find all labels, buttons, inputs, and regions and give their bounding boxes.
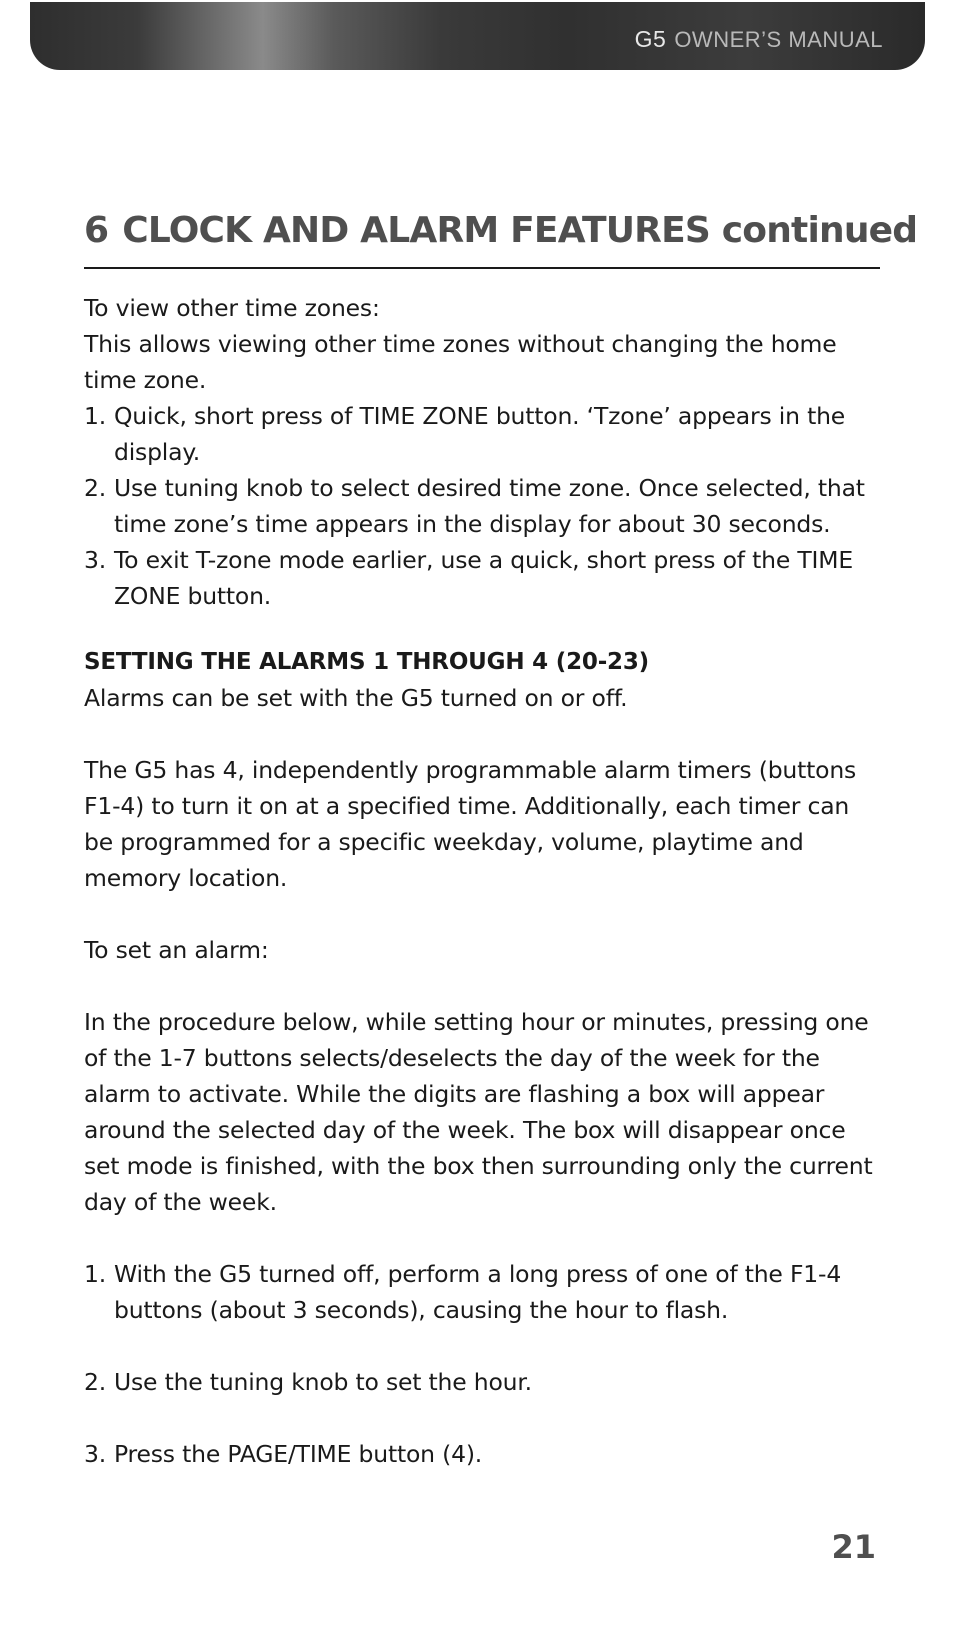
list-item <box>84 398 884 470</box>
title-divider <box>84 267 880 269</box>
header-bar <box>30 2 925 70</box>
timezones-intro: To view other time zones: <box>84 294 380 322</box>
step-text: Use tuning knob to select desired time zone. Once selected, that time zone’s time appears in the display for about 30 seconds. <box>114 474 865 538</box>
page-number: 21 <box>831 1528 876 1566</box>
chapter-number: 6 <box>84 210 109 251</box>
running-header <box>635 26 883 53</box>
list-item <box>84 470 884 542</box>
page-body <box>84 290 884 1472</box>
step-number: 2. <box>84 474 107 502</box>
header-manual-title: OWNER’S MANUAL <box>674 27 883 52</box>
step-number: 1. <box>84 402 107 430</box>
list-item <box>84 1364 884 1400</box>
step-text: With the G5 turned off, perform a long press of one of the F1-4 buttons (about 3 seconds), causing the hour to flash. <box>114 1260 842 1324</box>
step-text: Use the tuning knob to set the hour. <box>114 1368 532 1396</box>
list-item <box>84 1256 884 1328</box>
alarms-procedure-text: In the procedure below, while setting hour or minutes, pressing one of the 1-7 buttons selects/deselects the day of the week for the alarm to activate. While the digits are flashing a box will appear around the selected day of the week. The box will disappear once set mode is finished, with the box then surrounding only the current day of the week. <box>84 1008 873 1216</box>
header-model: G5 <box>634 26 667 52</box>
step-number: 2. <box>84 1368 107 1396</box>
alarms-on-off-text: Alarms can be set with the G5 turned on or off. <box>84 684 628 712</box>
alarms-timers-text: The G5 has 4, independently programmable alarm timers (buttons F1-4) to turn it on at a specified time. Additionally, each timer can be programmed for a specific weekday, volume, playtime and memory location. <box>84 756 857 892</box>
step-text: Quick, short press of TIME ZONE button. ‘Tzone’ appears in the display. <box>114 402 846 466</box>
step-text: Press the PAGE/TIME button (4). <box>114 1440 483 1468</box>
timezones-description: This allows viewing other time zones without changing the home time zone. <box>84 330 837 394</box>
section-heading: SETTING THE ALARMS 1 THROUGH 4 (20-23) <box>84 649 649 675</box>
step-number: 3. <box>84 1440 107 1468</box>
step-number: 3. <box>84 546 107 574</box>
list-item <box>84 542 884 614</box>
step-number: 1. <box>84 1260 107 1288</box>
chapter-title-text: CLOCK AND ALARM FEATURES continued <box>122 210 918 251</box>
list-item <box>84 1436 884 1472</box>
step-text: To exit T-zone mode earlier, use a quick, short press of the TIME ZONE button. <box>114 546 853 610</box>
chapter-title <box>84 210 917 251</box>
alarms-set-intro: To set an alarm: <box>84 936 269 964</box>
